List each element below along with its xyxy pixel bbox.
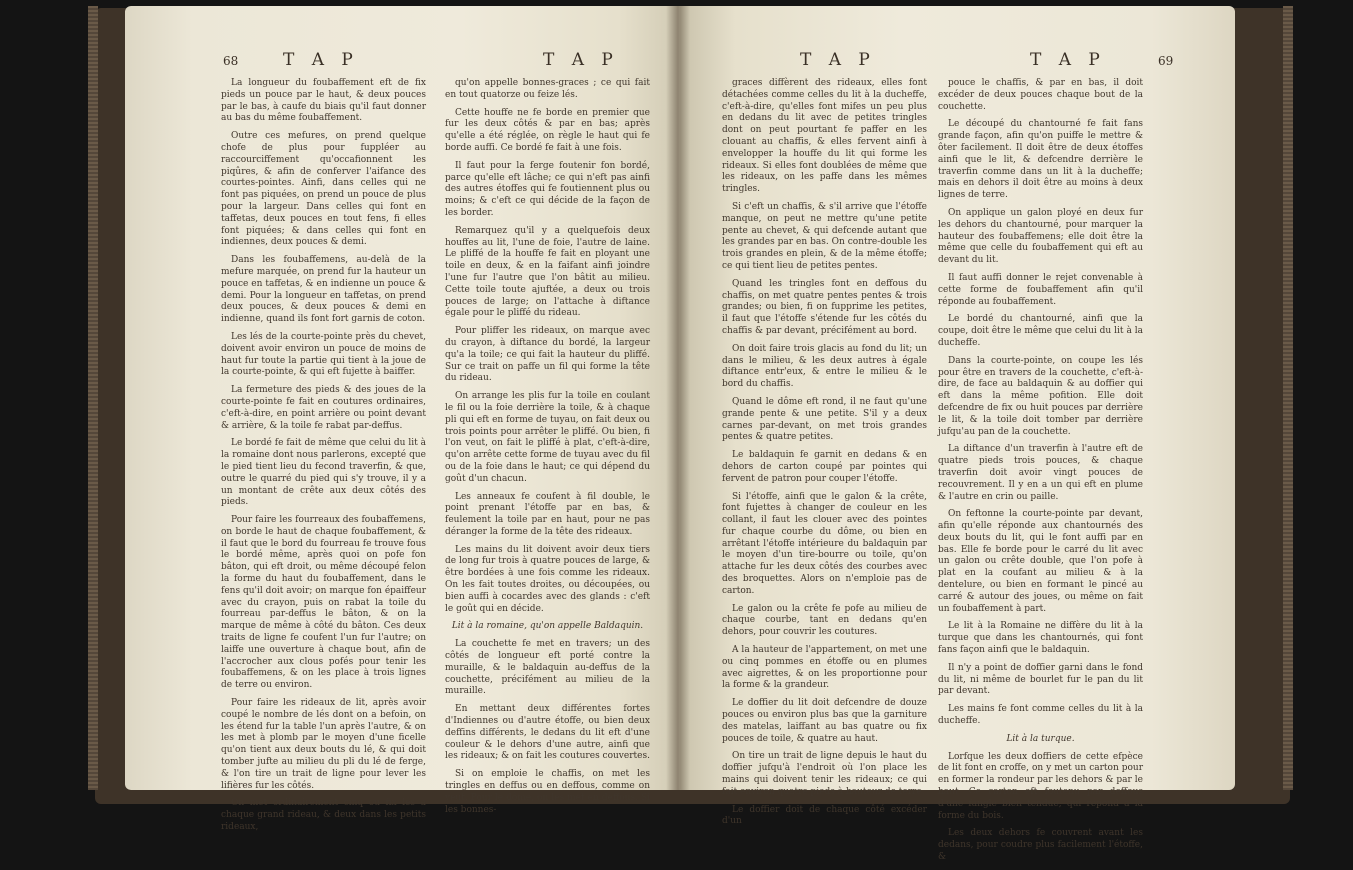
paragraph: Quand les tringles font en deffous du chaffis, on met quatre pentes pentes & trois grandes; ou bien, fi on fupprime les petites, il faut que l'étoffe s'étende fur les côtés du chaffis & par devant, précifément au bord. <box>722 278 927 336</box>
paragraph: Pour faire les fourreaux des foubaffemens, on borde le haut de chaque foubaffement, & il faut que le bord du fourreau fe trouve fous le bordé même, après quoi on pofe fon bâton, qui eft droit, ou même découpé felon la forme du haut du foubaffement, dans le fens qu'il doit avoir; on marque fon épaiffeur avec du crayon, puis on rabat la toile du fourreau par-deffus le bâton, & on la marque de même à côté du bâton. Ces deux traits de ligne fe coufent l'un fur l'autre; on laiffe une ouverture à chaque bout, afin de l'accrocher aux clous pofés pour tenir les foubaffemens, & on les place à trois lignes de terre ou environ. <box>221 515 426 691</box>
paragraph: Le bordé fe fait de même que celui du lit à la romaine dont nous parlerons, excepté que le pied tient lieu du fecond traverfin, & que, outre le quarré du pied qui s'y trouve, il y a un montant de crête aux deux côtés des pieds. <box>221 438 426 508</box>
paragraph: Pour pliffer les rideaux, on marque avec du crayon, à diftance du bordé, la largeur qu'a la toile; ce qui fait la hauteur du pliffé. Sur ce trait on paffe un fil qui forme la tête du rideau. <box>445 326 650 384</box>
paragraph: Les deux dehors fe couvrent avant les dedans, pour coudre plus facilement l'étoffe, & <box>938 828 1143 863</box>
text-column-1 <box>221 78 426 840</box>
paragraph: La longueur du foubaffement eft de fix pieds un pouce par le haut, & deux pouces par le bas, à caufe du biais qu'il faut donner au bas du même foubaffement. <box>221 78 426 124</box>
paragraph: Les mains du lit doivent avoir deux tiers de long fur trois à quatre pouces de large, & être bordées à une fois comme les rideaux. On les fait toutes droites, ou découpées, ou bien auffi à cocardes avec des glands : c'eft le goût qui en décide. <box>445 544 650 614</box>
paragraph: On applique un galon ployé en deux fur les dehors du chantourné, pour marquer la hauteur des foubaffemens; elle doit être la même que celle du foubaffement qui eft au devant du lit. <box>938 207 1143 266</box>
paragraph: On tire un trait de ligne depuis le haut du doffier jufqu'à l'endroit où l'on place les mains qui doivent tenir les rideaux; ce qui fait environ quatre pieds à hauteur de terre. <box>722 751 927 797</box>
page-number: 69 <box>1158 54 1174 68</box>
paragraph: Cette houffe ne fe borde en premier que fur les deux côtés & par en bas; après qu'elle a été réglée, on règle le haut qui fe borde auffi. Ce bordé fe fait à une fois. <box>445 107 650 153</box>
paragraph: En mettant deux différentes fortes d'Indiennes ou d'autre étoffe, ou bien deux deffins différents, le dedans du lit eft d'une couleur & le dehors d'une autre, ainfi que les rideaux; & on fait les coutures couvertes. <box>445 704 650 762</box>
paragraph: pouce le chaffis, & par en bas, il doit excéder de deux pouces chaque bout de la couchette. <box>938 78 1143 112</box>
right-page <box>680 6 1235 863</box>
paragraph: qu'on appelle bonnes-graces ; ce qui fait en tout quatorze ou feize lés. <box>445 78 650 100</box>
paragraph: Le doffier doit de chaque côté excéder d'un <box>722 804 927 827</box>
paragraph: La diftance d'un traverfin à l'autre eft de quatre pieds trois pouces, & chaque traverfin doit avoir vingt pouces de recouvrement. Il y en a un qui eft en plume & l'autre en crin ou paille. <box>938 444 1143 502</box>
paragraph: Il faut pour la ferge foutenir fon bordé, parce qu'elle eft lâche; ce qui n'eft pas ainfi des autres étoffes qui fe foutiennent plus ou moins; & c'eft ce qui décide de la façon de les border. <box>445 160 650 218</box>
paragraph: Si c'eft un chaffis, & s'il arrive que l'étoffe manque, on peut ne mettre qu'une petite pente au chevet, & qui defcende autant que les grandes par en bas. On contre-double les trois grandes en plein, & de la même étoffe; ce qui tient lieu de petites pentes. <box>722 201 927 271</box>
paragraph: Dans les foubaffemens, au-delà de la mefure marquée, on prend fur la hauteur un pouce en taffetas, & en indienne un pouce & demi. Pour la longueur en taffetas, on prend deux pouces, & deux pouces & demi en indienne, quand ils font fort garnis de coton. <box>221 255 426 325</box>
left-page <box>125 6 685 833</box>
paragraph: Lorfque les deux doffiers de cette efpèce de lit font en croffe, on y met un carton pour en former la rondeur par les dehors & par le haut. Ce carton eft foutenu par deffous d'une fangle bien tendue, qui répond à la forme du bois. <box>938 751 1143 821</box>
paragraph: On feftonne la courte-pointe par devant, afin qu'elle réponde aux chantournés des deux bouts du lit, qui le font auffi par en bas. Elle fe borde pour le carré du lit avec un galon ou crête double, que l'on pofe à plat en la coufant au milieu & à la dentelure, ou bien en formant le pincé au carré & autour des joues, ou même on fait un foubaffement à part. <box>938 509 1143 614</box>
paragraph: Le lit à la Romaine ne diffère du lit à la turque que dans les chantournés, qui font fans façon ainfi que le baldaquin. <box>938 621 1143 656</box>
text-column-1 <box>722 78 927 834</box>
paragraph: La fermeture des pieds & des joues de la courte-pointe fe fait en coutures ordinaires, c'eft-à-dire, en point arrière ou point devant & arrière, & la toile fe rabat par-deffus. <box>221 385 426 431</box>
paragraph: On doit faire trois glacis au fond du lit; un dans le milieu, & les deux autres à égale diftance entr'eux, & entre le milieu & le bord du chaffis. <box>722 343 927 390</box>
page-edges-right <box>1283 6 1293 790</box>
paragraph: Si l'étoffe, ainfi que le galon & la crête, font fujettes à changer de couleur en les collant, il faut les clouer avec des pointes fur chaque courbe du dôme, ou bien en arrêtant l'étoffe intérieure du baldaquin par le moyen d'un tire-bourre ou toile, qu'on attache fur les deux côtés des courbes avec des broquettes. Alors on n'emploie pas de carton. <box>722 491 927 596</box>
paragraph: graces diffèrent des rideaux, elles font détachées comme celles du lit à la ducheffe, c'eft-à-dire, qu'elles font mifes un peu plus en dedans du lit avec de petites tringles dont on peut pourtant fe paffer en les clouant au chaffis, & elles fervent ainfi à envelopper la houffe du lit qui forme les rideaux. Si elles font doublées de même que les rideaux, on les paffe dans les mêmes tringles. <box>722 78 927 195</box>
text-column-2 <box>445 78 650 822</box>
paragraph: Le doffier du lit doit defcendre de douze pouces ou environ plus bas que la garniture des matelas, laiffant au bas quatre ou fix pouces de toile, & quatre au haut. <box>722 698 927 744</box>
paragraph: La couchette fe met en travers; un des côtés de longueur eft porté contre la muraille, & le baldaquin au-deffus de la couchette, précifément au milieu de la muraille. <box>445 639 650 697</box>
page-edges-left <box>88 6 98 790</box>
book-gutter <box>666 6 690 790</box>
paragraph: Remarquez qu'il y a quelquefois deux houffes au lit, l'une de foie, l'autre de laine. Le pliffé de la houffe fe fait en ployant une toile en deux, & en la faifant ainfi joindre l'une fur l'autre que l'on bâtit au milieu. Cette toile toute ajuftée, a deux ou trois pouces de large; on l'attache à diftance égale pour le pliffé du rideau. <box>445 225 650 319</box>
running-head-right: T A P <box>1030 50 1106 70</box>
paragraph: Le galon ou la crête fe pofe au milieu de chaque courbe, tant en dedans qu'en dehors, pour couvrir les coutures. <box>722 603 927 638</box>
section-heading: Lit à la turque. <box>1006 733 1075 744</box>
running-head-right: T A P <box>543 50 619 70</box>
paragraph: Les lés de la courte-pointe près du chevet, doivent avoir environ un pouce de moins de haut fur toute la partie qui tient à la joue de la courte-pointe, & qui eft fujette à baiffer. <box>221 331 426 378</box>
section-heading: Lit à la romaine, qu'on appelle Baldaquin. <box>451 621 644 632</box>
paragraph: Le découpé du chantourné fe fait fans grande façon, afin qu'on puiffe le mettre & ôter facilement. Il doit être de deux étoffes ainfi que le lit, & defcendre derrière le traverfin comme dans un lit à la ducheffe; mais en dehors il doit être au moins à deux lignes de terre. <box>938 119 1143 201</box>
paragraph: Pour faire les rideaux de lit, après avoir coupé le nombre de lés dont on a befoin, on les étend fur la table l'un après l'autre, & on les met à plomb par le moyen d'une ficelle qu'on tient aux deux bouts du lé, & qui doit tomber jufte au milieu du pli du lé de ferge, & l'on tire un trait de ligne pour lever les lifières fur les côtés. <box>221 698 426 791</box>
paragraph: Quand le dôme eft rond, il ne faut qu'une grande pente & une petite. S'il y a deux carnes par-devant, on met trois grandes pentes & quatre petites. <box>722 396 927 443</box>
running-head: T A P <box>283 50 359 70</box>
running-head: T A P <box>800 50 876 70</box>
paragraph: Il n'y a point de doffier garni dans le fond du lit, ni même de bourlet fur le pan du lit par devant. <box>938 662 1143 697</box>
paragraph: On arrange les plis fur la toile en coulant le fil ou la foie derrière la toile, & à chaque pli qui eft en forme de tuyau, on fait deux ou trois points pour arrêter le pliffé. Ou bien, fi l'on veut, on fait le pliffé à plat, c'eft-à-dire, qu'on arrête cette forme de tuyau avec du fil ou de la foie dans le haut; ce qui dépend du goût d'un chacun. <box>445 391 650 484</box>
paragraph: Les anneaux fe coufent à fil double, le point prenant l'étoffe par en bas, & feulement la toile par en haut, pour ne pas déranger la forme de la tête des rideaux. <box>445 491 650 537</box>
paragraph: Le bordé du chantourné, ainfi que la coupe, doit être le même que celui du lit à la ducheffe. <box>938 314 1143 348</box>
paragraph: Outre ces mefures, on prend quelque chofe de plus pour fuppléer au raccourciffement qu'occafionnent les piqûres, & afin de conferver l'aifance des courtes-pointes. Ainfi, dans celles qui ne font pas piquées, on prend un pouce de plus pour la largeur. Dans celles qui font en taffetas, deux pouces en tout fens, fi elles font piquées; & dans celles qui font en indiennes, deux pouces & demi. <box>221 131 426 248</box>
page-number: 68 <box>223 54 239 68</box>
paragraph: Les mains fe font comme celles du lit à la ducheffe. <box>938 704 1143 727</box>
paragraph: Il faut auffi donner le rejet convenable à cette forme de foubaffement afin qu'il réponde au foubaffement. <box>938 272 1143 307</box>
paragraph: Si on emploie le chaffis, on met les tringles en deffus ou en deffous, comme on veut. Pour le dôme, on les met en deffous. Si les bonnes- <box>445 769 650 815</box>
paragraph: Dans la courte-pointe, on coupe les lés pour être en travers de la couchette, c'eft-à-dire, de face au baldaquin & au doffier qui eft dans la même pofition. Elle doit defcendre de fix ou huit pouces par derrière le lit, & la toile doit tomber par derrière jufqu'au pan de la couchette. <box>938 355 1143 437</box>
text-column-2 <box>938 78 1143 870</box>
paragraph: Le baldaquin fe garnit en dedans & en dehors de carton coupé par pointes qui fervent de patron pour couper l'étoffe. <box>722 450 927 484</box>
paragraph: On met ordinairement cinq ou fix lés à chaque grand rideau, & deux dans les petits rideaux, <box>221 798 426 833</box>
paragraph: A la hauteur de l'appartement, on met une ou cinq pommes en étoffe ou en plumes avec aigrettes, & on les proportionne pour la forme & la grandeur. <box>722 645 927 691</box>
